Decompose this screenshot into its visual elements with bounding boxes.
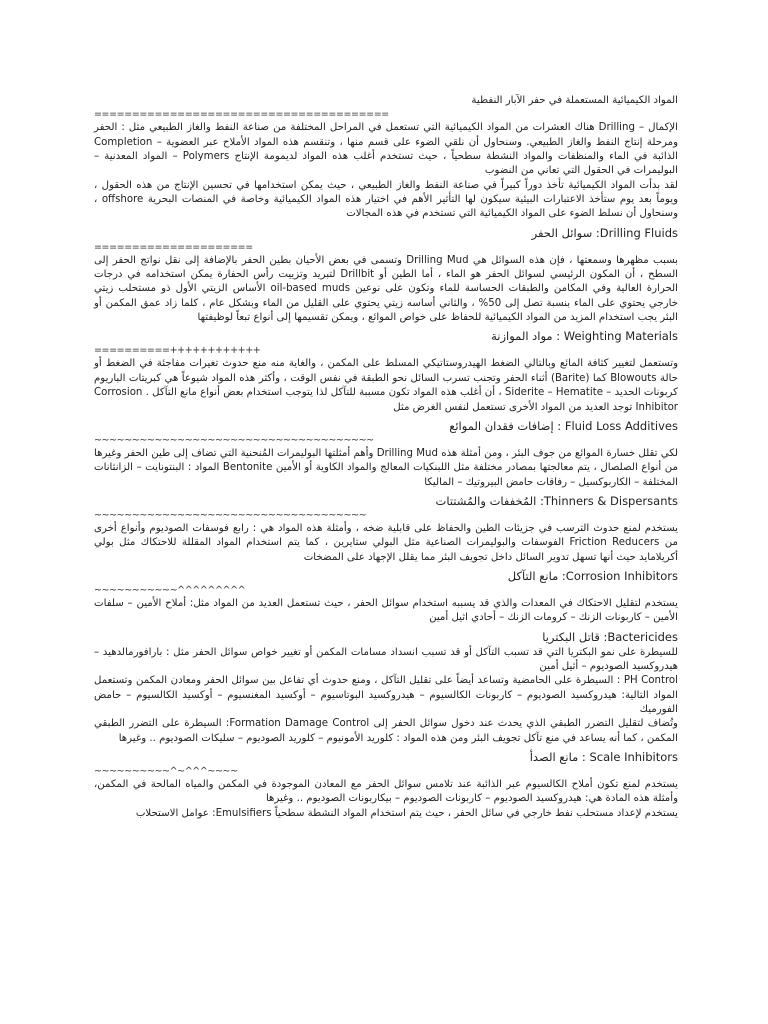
section-body-thinners-dispersants: يستخدم لمنع حدوث الترسب في جزيئات الطين والحفاظ على قابلية ضخه ، وأمثلة هذه المواد هي : رابع فوسفات الصوديوم وأنواع أخرى من Friction Reducers الفوسفات والبوليمرات الصناعية مثل البولي ستايرين ، كما يتم استخدام المواد المقللة للاحتكاك مثل بولي أكريلامايد حيث أنها تسهل تدوير السائل داخل تجويف البئر مما يقلل الإجهاد على المضخات [94, 522, 678, 563]
article-body [94, 94, 678, 821]
section-divider: ~~~~~~~~~~~~~~~~~~~~~~~~~~~~~~~~~~~~ [94, 509, 367, 521]
section-body-drilling-fluids: بسبب مظهرها وسمعتها ، فإن هذه السوائل هي Drilling Mud وتسمى في بعض الأحيان بطين الحفر بالإضافة إلى نقل نواتج الحفر إلى السطح ، أن المكون الرئيسي لسوائل الحفر هو الماء ، أما الطين أو Drillbit لتبريد وتزييت رأس الحفارة يمكن استخدامه في درجات الحرارة العالية وفي المكامن والطبقات الحساسة للماء وتكون على نوعين oil-based muds الأساس الزيتي الأول ذو مستحلب زيتي خارجي يحتوي على الماء بنسبة تصل إلى 50% ، والثاني أساسه زيتي يحتوي على القليل من الماء وبشكل عام ، كلما زاد عمق المكمن أو البئر يجب استخدام المزيد من المواد الكيميائية للحفاظ على خواص الموائع ، ويمكن تقسيمها إلى أنواع تبعاً لوظيفتها [94, 254, 679, 324]
section-body-bactericides: للسيطرة على نمو البكتريا التي قد تسبب التآكل أو قد تسبب انسداد مسامات المكمن أو تغيير خواص سوائل الحفر مثل : بارافورمالدهيد – هيدروكسيد الصوديوم – أثيل أمين [94, 646, 678, 672]
intro-paragraph: الإكمال – Drilling هناك العشرات من المواد الكيميائية التي تستعمل في المراحل المختلفة من صناعة النفط والغاز الطبيعي مثل : الحفر ومرحلة إنتاج النفط والغاز الطبيعي. وسنحاول أن نلقي الضوء على قسم منها ، وتنقسم هذه المواد الأملاح عبر العضوية – Completion الذائبة في الماء والمنظفات والمواد النشطة سطحياً ، حيث تستخدم أغلب هذه المواد لديمومة الإنتاج Polymers – المواد المعدنية – البوليمرات في الحقول التي تعاني من النضوب [94, 122, 678, 177]
section-heading-thinners-dispersants: Thinners & Dispersants: المُخففات والمُشتتات [435, 493, 678, 508]
section-heading-corrosion-inhibitors: Corrosion Inhibitors: مانع التآكل [507, 568, 678, 583]
section-heading-scale-inhibitors: Scale Inhibitors : مانع الصدأ [529, 750, 678, 764]
section-body-formation-damage-control: وتُضاف لتقليل التضرر الطبقي الذي يحدث عند دخول سوائل الحفر إلى Formation Damage Control: السيطرة على التضرر الطبقي المكمن ، كما أنه يساعد في منع تآكل تجويف البئر ومن هذه المواد : كلوريد الأمونيوم – كلوريد الصوديوم – سليكات الصوديوم .. وغيرها [94, 718, 678, 744]
document-title: المواد الكيميائية المستعملة في حفر الآبار النفطية [471, 95, 678, 106]
section-body-weighting-materials: وتستعمل لتغيير كثافة المائع وبالتالي الضغط الهيدروستاتيكي المسلط على المكمن ، والغاية منه منع حدوث تغيرات مفاجئة في الضغط أو حالة Blowouts كما (Barite) أثناء الحفر وتجنب تسرب السائل نحو الطبقة في نفس الوقت ، وأكثر هذه المواد شيوعاً هي كبريتات الباريوم كربونات الحديد – Siderite – Hematite ، أن أغلب هذه المواد تكون مسببة للتآكل لذا يتوجب استخدام بعض أنواع مانع التآكل . Corrosion Inhibitor توجد العديد من المواد الأخرى تستعمل لنفس الغرض مثل [94, 358, 678, 413]
intro-paragraph-2: لقد بدأت المواد الكيميائية تأخذ دوراً كبيراً في صناعة النفط والغاز الطبيعي ، حيث يمكن استخدامها في تحسين الإنتاج من هذه الحقول ، ويوماً بعد يوم ستأخذ الاعتبارات البيئية سيكون لها التأثير الأهم في اختيار هذه المواد الكيميائية وخاصة في المنصات البحرية offshore ، وسنحاول أن نسلط الضوء على المواد الكيميائية التي تستخدم في هذه المجالات [94, 179, 678, 220]
section-divider: ~~~~~~~~~~~~~~~~~~~~~~~~~~~~~~~~~~~~~ [94, 434, 374, 446]
section-heading-fluid-loss-additives: Fluid Loss Additives : إضافات فقدان الموائع [449, 418, 678, 433]
section-heading-bactericides: Bactericides: قاتل البكتريا [542, 629, 678, 644]
section-body-corrosion-inhibitors: يستخدم لتقليل الاحتكاك في المعدات والذي قد يسببه استخدام سوائل الحفر ، حيث تستعمل العديد من المواد مثل: أملاح الأمين – سلفات الأمين – كاربونات الزنك – كرومات الزنك – أحادي اثيل أمين [94, 597, 678, 624]
section-divider: ==========++++++++++++ [94, 345, 261, 357]
section-heading-weighting-materials: Weighting Materials : مواد الموازنة [491, 329, 678, 344]
section-heading-drilling-fluids: Drilling Fluids: سوائل الحفر [531, 225, 678, 240]
section-body-scale-inhibitors: يستخدم لمنع تكون أملاح الكالسيوم عبر الذائبة عند تلامس سوائل الحفر مع المعادن الموجودة في المكمن والمياه المالحة في المكمن، وأمثلة هذه المادة هي: هيدروكسيد الصوديوم – كاربونات الصوديوم – بيكاربونات الصوديوم .. وغيرها [94, 779, 678, 805]
section-divider: ~~~~~~~~~~^~^^^~~~~ [94, 766, 238, 777]
section-body-fluid-loss-additives: لكي تقلل خسارة الموائع من جوف البئر ، ومن أمثلة هذه Drilling Mud وأهم أمثلتها البوليمرات المُنحنية التي تضاف إلى طين الحفر وغيرها من أنواع الصلصال ، يتم معالجتها بمصادر مختلفة مثل اللبنكيات المعالج والمواد الكاوية أو الأمين Bentonite المواد : البنتونايت – الزانثانات المختلفة – الكاربوكسيل – رفاقات حامض البيروتيك – الماليكا [94, 447, 678, 488]
section-divider: ~~~~~~~~~~~^^^^^^^^^ [94, 584, 246, 596]
section-divider: ===================== [94, 241, 253, 253]
title-divider: ======================================= [94, 109, 389, 121]
section-body-ph-control: PH Control : السيطرة على الحامضية وتساعد أيضاً على تقليل التآكل ، ومنع حدوث أي تفاعل بين سوائل الحفر ومعادن المكمن وتستعمل المواد التالية: هيدروكسيد الصوديوم – كاربونات الكالسيوم – هيدروكسيد البوتاسيوم – أوكسيد المغنسيوم – أوكسيد الكالسيوم – حامض الفورميك [94, 675, 678, 715]
section-body-emulsifiers: يستخدم لإعداد مستحلب نفط خارجي في سائل الحفر ، حيث يتم استخدام المواد النشطة سطحياً Emulsifiers: عوامل الاستحلاب [135, 807, 678, 819]
